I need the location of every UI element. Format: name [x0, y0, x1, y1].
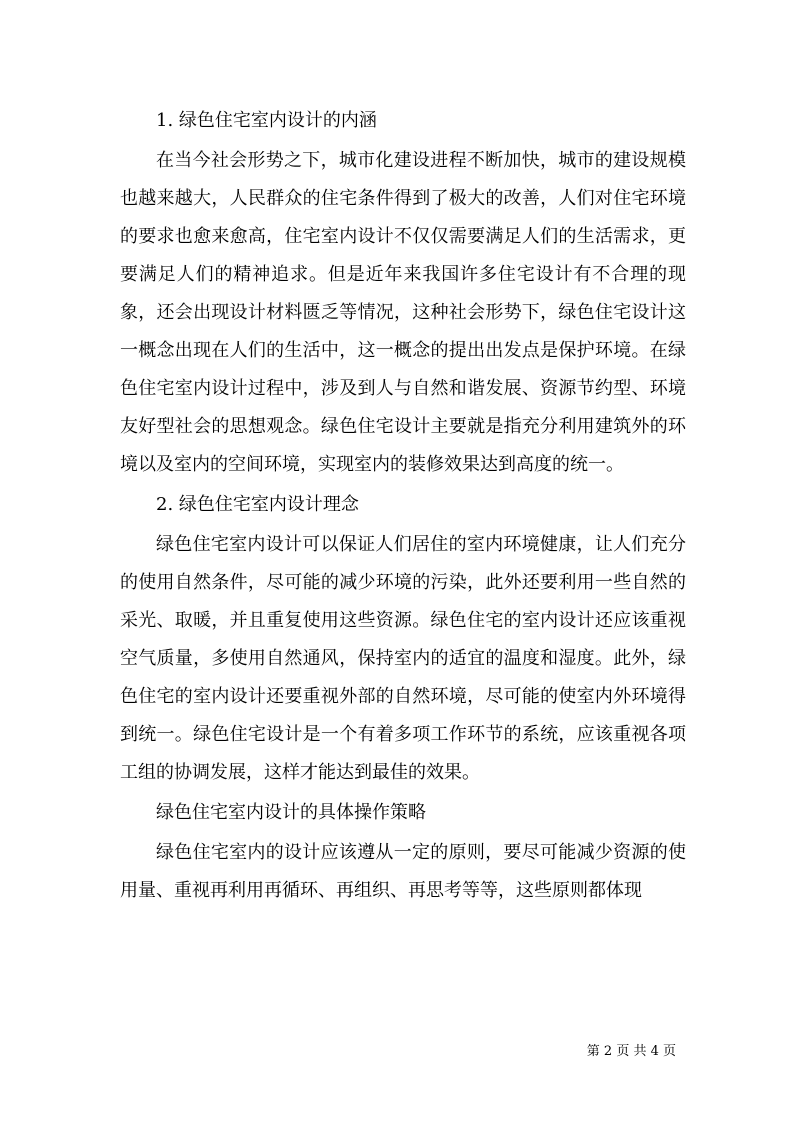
- section-paragraph-1: 在当今社会形势之下，城市化建设进程不断加快，城市的建设规模也越来越大，人民群众的住宅条件得到了极大的改善，人们对住宅环境的要求也愈来愈高，住宅室内设计不仅仅需要满足人们的生活需求，更要满足人们的精神追求。但是近年来我国许多住宅设计有不合理的现象，还会出现设计材料匮乏等情况，这种社会形势下，绿色住宅设计这一概念出现在人们的生活中，这一概念的提出出发点是保护环境。在绿色住宅室内设计过程中，涉及到人与自然和谐发展、资源节约型、环境友好型社会的思想观念。绿色住宅设计主要就是指充分利用建筑外的环境以及室内的空间环境，实现室内的装修效果达到高度的统一。: [120, 150, 686, 475]
- document-body: [120, 102, 686, 910]
- section-heading-2: 2. 绿色住宅室内设计理念: [156, 494, 359, 515]
- section-paragraph-3: 绿色住宅室内的设计应该遵从一定的原则，要尽可能减少资源的使用量、重视再利用再循环、再组织、再思考等等，这些原则都体现: [120, 842, 686, 901]
- page-number-footer: 第 2 页 共 4 页: [586, 1044, 676, 1059]
- section-heading-1: 1. 绿色住宅室内设计的内涵: [156, 110, 377, 131]
- section-paragraph-2: 绿色住宅室内设计可以保证人们居住的室内环境健康，让人们充分的使用自然条件，尽可能的减少环境的污染，此外还要利用一些自然的采光、取暖，并且重复使用这些资源。绿色住宅的室内设计还应该重视空气质量，多使用自然通风，保持室内的适宜的温度和湿度。此外，绿色住宅的室内设计还要重视外部的自然环境，尽可能的使室内外环境得到统一。绿色住宅设计是一个有着多项工作环节的系统，应该重视各项工组的协调发展，这样才能达到最佳的效果。: [120, 534, 686, 783]
- section-heading-3: 绿色住宅室内设计的具体操作策略: [156, 802, 426, 823]
